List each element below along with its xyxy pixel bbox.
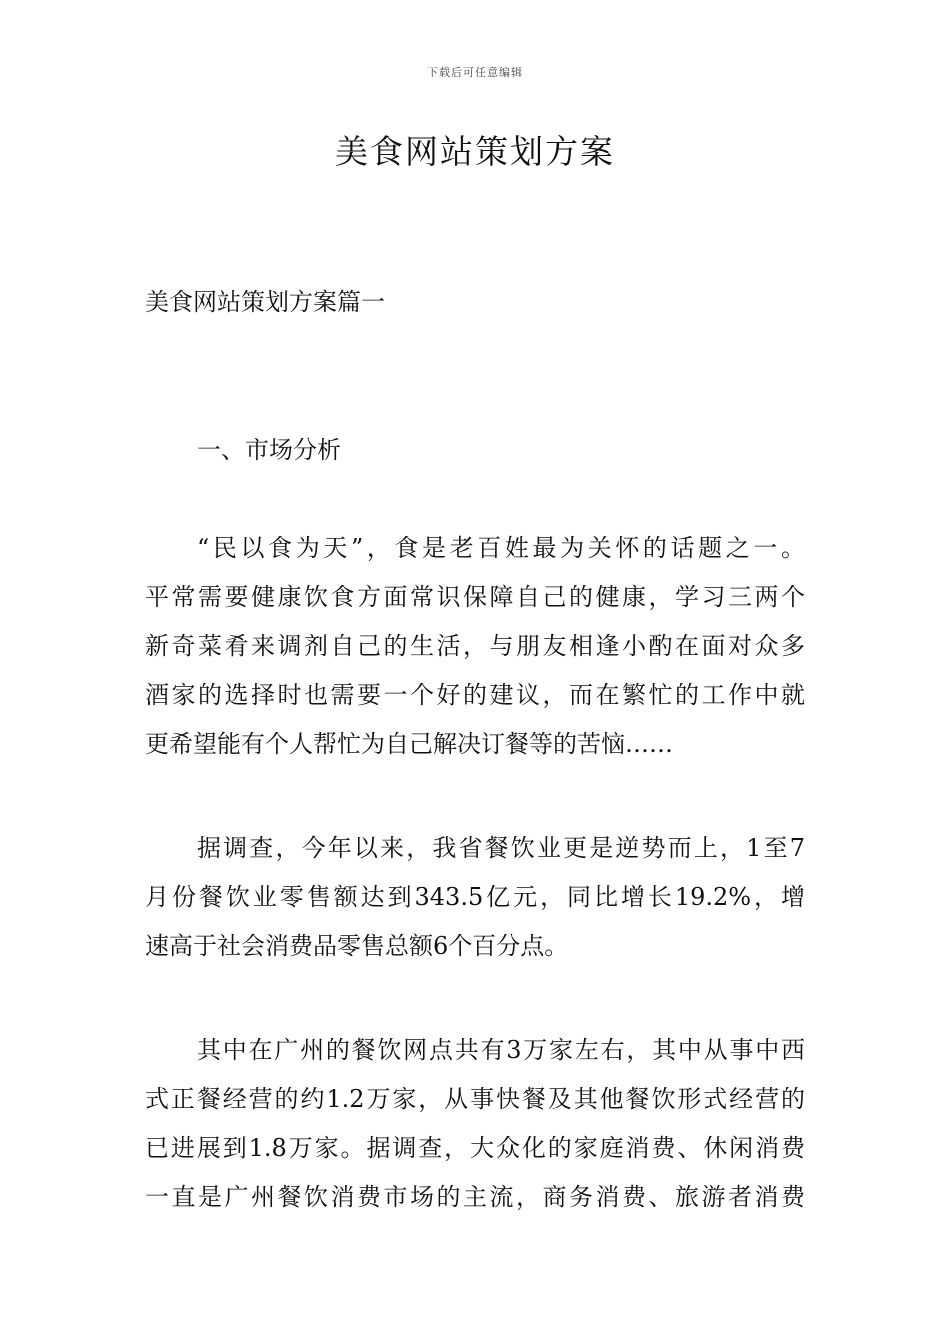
paragraph	[145, 824, 805, 971]
text-line: 已进展到1.8万家。据调查，大众化的家庭消费、休闲消费	[145, 1134, 805, 1162]
text-line: 据调查，今年以来，我省餐饮业更是逆势而上，1至7	[197, 834, 805, 862]
paragraph	[145, 1026, 805, 1222]
text-line: 速高于社会消费品零售总额6个百分点。	[145, 932, 569, 960]
paragraph	[145, 524, 805, 769]
text-line: 一直是广州餐饮消费市场的主流，商务消费、旅游者消费	[145, 1183, 805, 1211]
text-line: 更希望能有个人帮忙为自己解决订餐等的苦恼……	[145, 730, 673, 758]
text-line: 其中在广州的餐饮网点共有3万家左右，其中从事中西	[197, 1036, 805, 1064]
text-line: 月份餐饮业零售额达到343.5亿元，同比增长19.2%，增	[145, 883, 805, 911]
text-line: 平常需要健康饮食方面常识保障自己的健康，学习三两个	[145, 583, 805, 611]
text-line: 式正餐经营的约1.2万家，从事快餐及其他餐饮形式经营的	[145, 1085, 805, 1113]
text-line: “民以食为天”，食是老百姓最为关怀的话题之一。	[197, 534, 805, 562]
section-title: 美食网站策划方案篇一	[145, 288, 385, 316]
header-note: 下载后可任意编辑	[427, 66, 523, 79]
document-title: 美食网站策划方案	[335, 132, 615, 171]
subsection-title: 一、市场分析	[197, 436, 341, 464]
text-line: 酒家的选择时也需要一个好的建议，而在繁忙的工作中就	[145, 681, 805, 709]
text-line: 新奇菜肴来调剂自己的生活，与朋友相逢小酌在面对众多	[145, 632, 805, 660]
